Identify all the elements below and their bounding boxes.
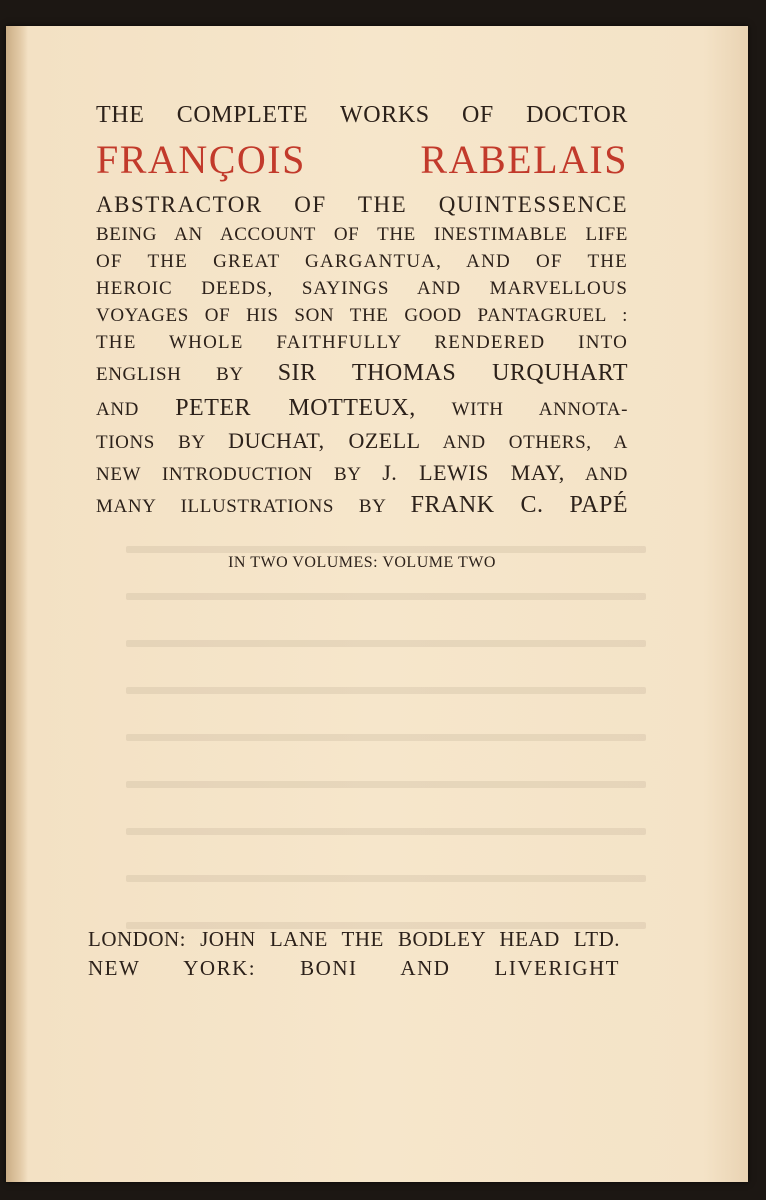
title-line-11: TIONS BY DUCHAT, OZELL AND OTHERS, A bbox=[96, 428, 628, 453]
book-page bbox=[6, 26, 748, 1182]
translated-by-label: ENGLISH BY bbox=[96, 364, 244, 385]
page-gutter bbox=[6, 26, 28, 1182]
introducer: J. LEWIS MAY, bbox=[382, 460, 565, 485]
author-name: FRANÇOIS RABELAIS bbox=[96, 137, 628, 182]
title-line-10: AND PETER MOTTEUX, WITH ANNOTA- bbox=[96, 395, 629, 421]
title-line-5: OF THE GREAT GARGANTUA, AND OF THE bbox=[96, 251, 628, 272]
title-line-7: VOYAGES OF HIS SON THE GOOD PANTAGRUEL : bbox=[96, 305, 628, 326]
title-line-6: HEROIC DEEDS, SAYINGS AND MARVELLOUS bbox=[96, 278, 628, 299]
translator-motteux: PETER MOTTEUX, bbox=[175, 395, 416, 421]
title-line-1: THE COMPLETE WORKS OF DOCTOR bbox=[96, 102, 628, 128]
illustrator: FRANK C. PAPÉ bbox=[410, 492, 629, 518]
title-line-12: NEW INTRODUCTION BY J. LEWIS MAY, AND bbox=[96, 460, 628, 485]
imprint-new-york: NEW YORK: BONI AND LIVERIGHT bbox=[88, 956, 620, 980]
title-line-8: THE WHOLE FAITHFULLY RENDERED INTO bbox=[96, 332, 628, 353]
volume-statement: IN TWO VOLUMES: VOLUME TWO bbox=[228, 554, 496, 571]
annotators: DUCHAT, OZELL bbox=[228, 428, 421, 453]
translator-urquhart: SIR THOMAS URQUHART bbox=[277, 360, 628, 386]
title-line-4: BEING AN ACCOUNT OF THE INESTIMABLE LIFE bbox=[96, 224, 628, 245]
title-line-13: MANY ILLUSTRATIONS BY FRANK C. PAPÉ bbox=[96, 492, 629, 518]
imprint-london: LONDON: JOHN LANE THE BODLEY HEAD LTD. bbox=[88, 927, 620, 951]
show-through-text bbox=[126, 546, 646, 969]
title-line-9 bbox=[96, 360, 628, 387]
title-line-3: ABSTRACTOR OF THE QUINTESSENCE bbox=[96, 192, 628, 217]
